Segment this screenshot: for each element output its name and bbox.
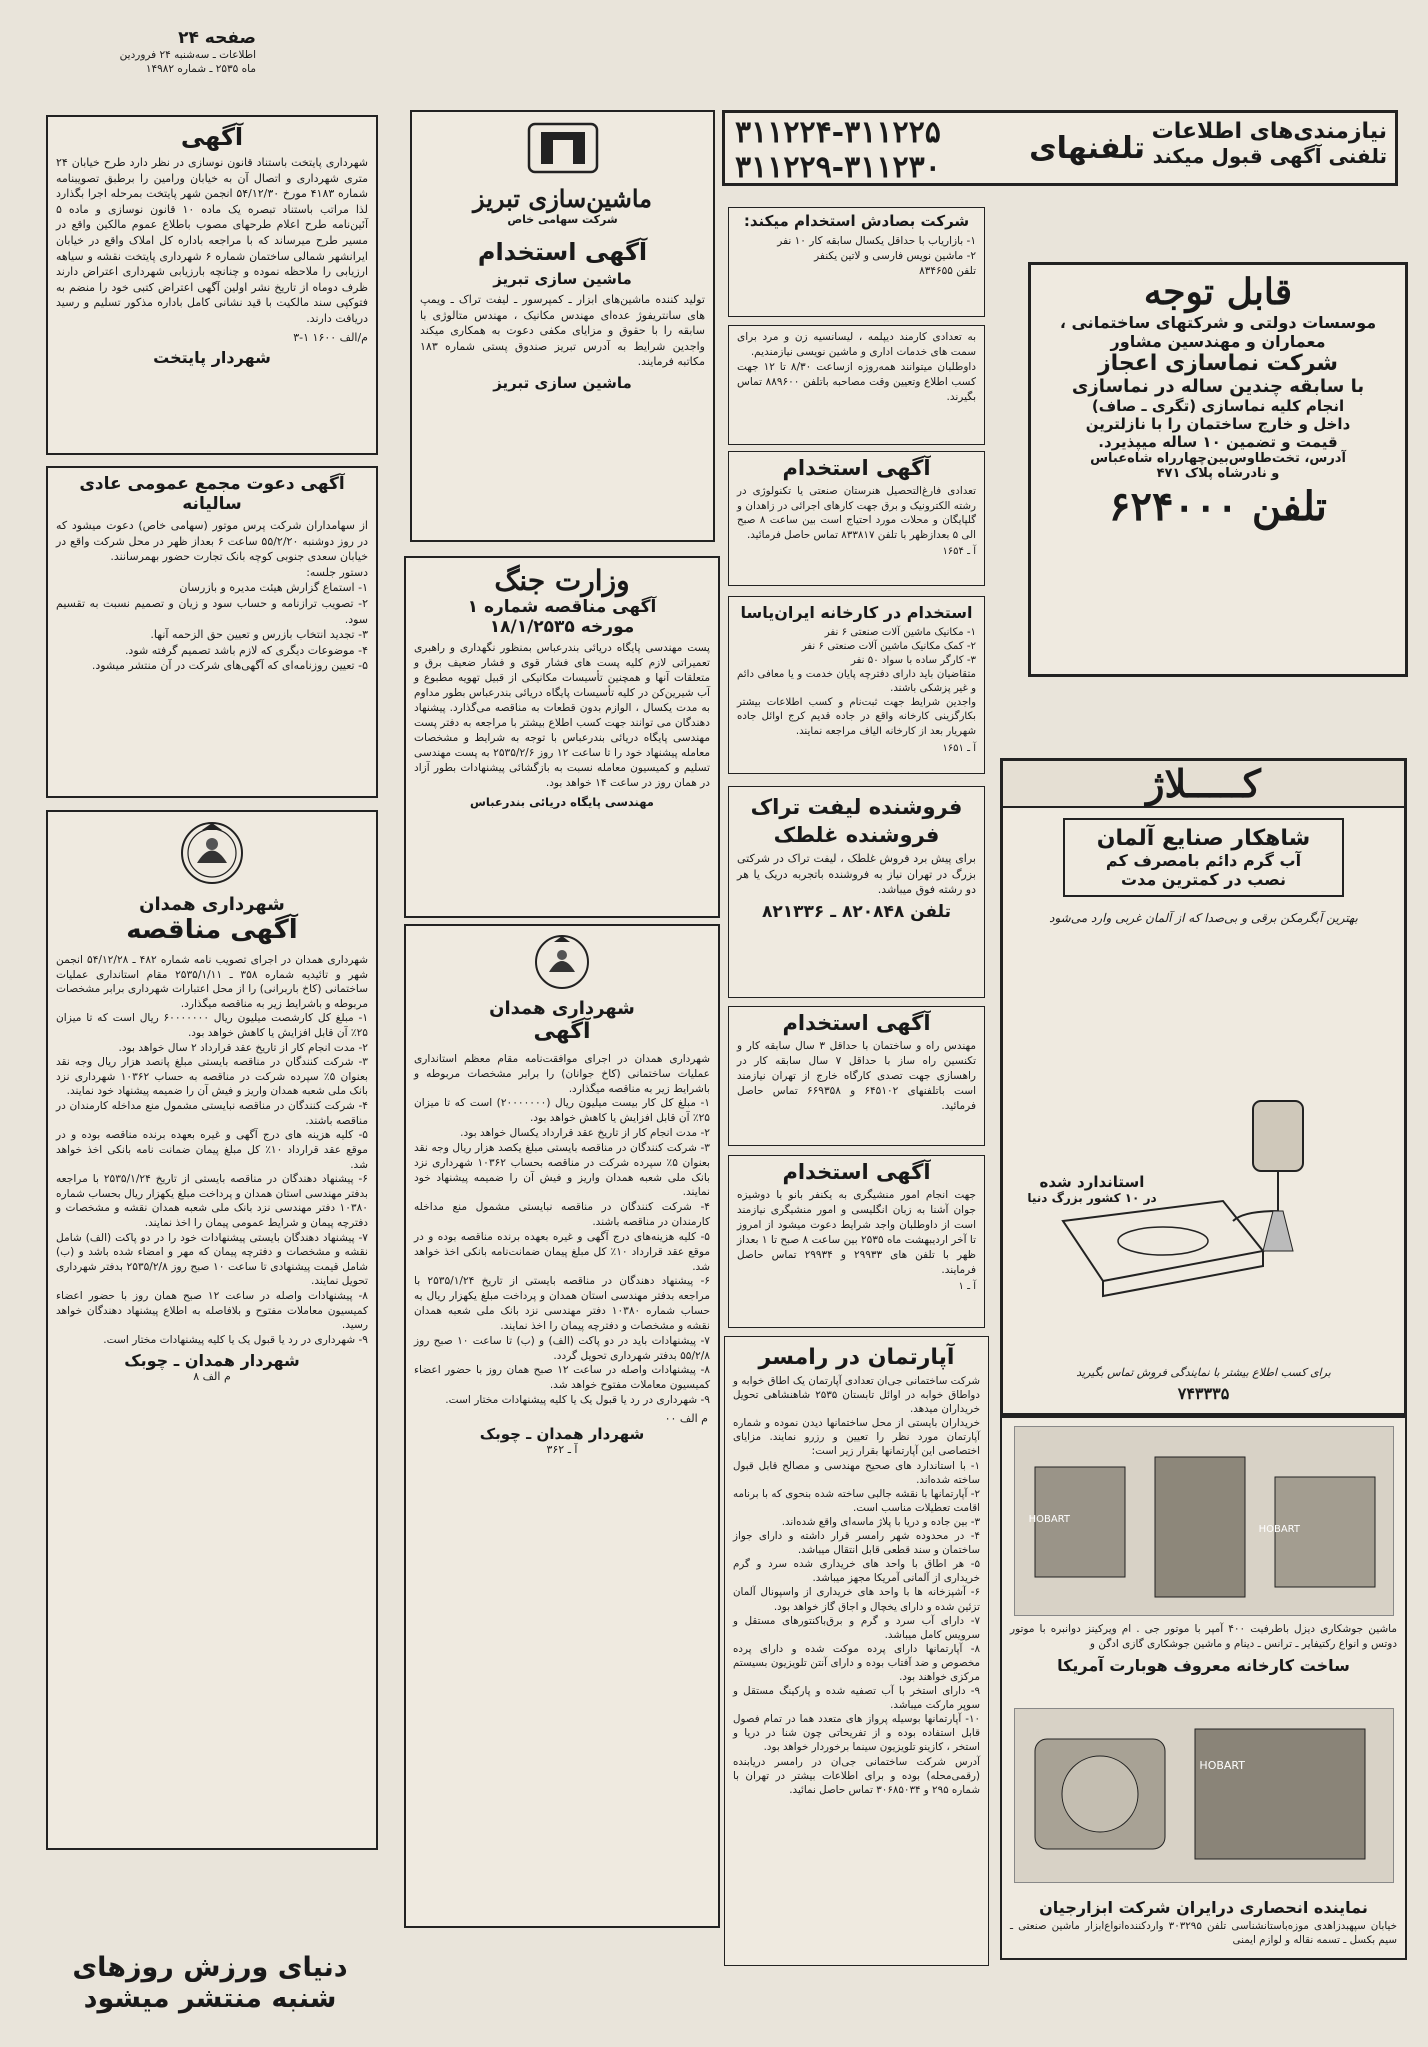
hobart-label-1: HOBART — [1028, 1514, 1070, 1525]
ad-ref: م/الف ۱۶۰۰ ۱-۳ — [293, 330, 368, 344]
ad-line1: آب گرم دائم بامصرف کم — [1105, 851, 1302, 870]
ad-body: ۱- مکانیک ماشین آلات صنعتی ۶ نفر ۲- کمک مکانیک ماشین آلات صنعتی ۶ نفر ۳- کارگر ساده با سواد ۵۰ نفر متقاضیان باید دارای دفترچه پایان خدمت و یا معافی دائم و غیر پزشکی باشند. واجدین شرایط جهت ثبت‌نام و کسب اطلاعات بیشتر بکارگزینی کارخانه واقع در جاده قدیم کرج اوائل جاده شهریار بعد از کارخانه الیاف مراجعه نمایند. — [737, 627, 976, 737]
logo-text: ماشین‌سازی تبریز — [472, 184, 653, 213]
ad-subtitle: آگهی مناقصه شماره ۱ — [467, 597, 657, 617]
banner-phones-1: ۳۱۱۲۲۴-۳۱۱۲۲۵ — [735, 115, 941, 150]
ad-body: شرکت ساختمانی جی‌ان تعدادی آپارتمان یک اطاق خوابه و دواطاق خوابه در اوائل تابستان ۲۵۳۵ شاهنشاهی تحویل خریداران میدهد. خریداران بایستی از محل ساختمانها دیدن نموده و شماره آپارتمان مورد نظر را تعیین و رزرو نمایند. مزایای اختصاصی این آپارتمانها بقرار زیر است: ۱- با استاندارد های صحیح مهندسی و مصالح قابل قبول ساخته شده‌اند. ۲- آپارتمانها با نقشه جالبی ساخته شده بنحوی که با برنامه اقامت تعطیلات مناسب است. ۳- بین جاده و دریا با پلاژ ماسه‌ای واقع شده‌اند. ۴- در محدوده شهر رامسر قرار داشته و دارای جواز ساختمان و سند قطعی قابل انتقال میباشد. ۵- هر اطاق با واحد های خریداری شده سرد و گرم خریداری از آلمانی آمریکا مجهز میباشد. ۶- آشپزخانه ها با واحد های خریداری از واسپونال آلمان تزئین شده و دارای یخچال و اجاق گاز خواهد بود. ۷- دارای آب سرد و گرم و برق‌باکنتورهای مستقل و سرویس کامل میباشد. ۸- آپارتمانها دارای پرده موکت شده و دارای پرده مخصوص و ضد آفتاب بوده و دارای آنتن تلویزیون بسیستم مرکزی خواهند بود. ۹- دارای استخر با آب تصفیه شده و پارکینگ مستقل و سوپر مارکت میباشد. ۱۰- آپارتمانها بوسیله پرواز های متعدد هما در تمام فصول قابل استفاده بوده و از تفریحاتی چون شنا در دریا و استخر ، کازینو تلویزیون سینما برخوردار خواهد بود. آدرس شرکت ساختمانی جی‌ان در رامسر دریابنده (رقمی‌محله) بوده و برای اطلاعات بیشتر در تهران با شماره ۲۹۵ و ۳۰۶۸۵۰۳۴ تماس حاصل نمائید. — [733, 1375, 980, 1796]
ad-ejaz-facade — [1028, 262, 1408, 677]
ad-body: شهرداری پایتخت باستناد قانون نوسازی در نظر دارد طرح خیابان ۲۴ متری شهرداری و اتصال آن به خیابان ورامین را برطبق تصویبنامه شماره ۴۱۸۳ مورخ ۵۴/۱۲/۳۰ انجمن شهر پایتخت بمرحله اجرا بگذارد لذا مراتب باستناد تبصره یک ماده ۱۰ قانون نوسازی و ماده ۵ آئین‌نامه طرح اعلام طرحهای مصوب باطلاع عموم مالکین واقع در مسیر طرح میرساند که با مراجعه باداره کل املاک واقع در خیابان ایرانشهر شمالی ساختمان شماره ۶ شهرداری پایتخت نقشه و سیاهه ارزیابی را ملاحظه نموده و چنانچه بارزیابی شهرداری اعتراض دارند ظرف دوماه از تاریخ نشر اولین آگهی اعتراض کتبی خود را منضم به فتوکپی سند مالکیت با قید نشانی کامل باداره مذکور تسلیم و رسید دریافت دارند. — [56, 156, 369, 326]
ad-body: شهرداری همدان در اجرای موافقت‌نامه مقام معظم استانداری عملیات ساختمانی (کاخ جوانان) را برابر مشخصات مربوطه و باشرایط زیر به مناقصه میگذارد. ۱- مبلغ کل کار بیست میلیون ریال (۲۰۰۰۰۰۰۰) است که تا میزان ۲۵٪ آن قابل افزایش یا کاهش خواهد بود. ۲- مدت انجام کار از تاریخ عقد قرارداد یکسال خواهد بود. ۳- شرکت کنندگان در مناقصه بایستی مبلغ یکصد هزار ریال وجه نقد بعنوان ۵٪ سپرده شرکت در مناقصه بحساب ۱۰۳۶۲ شهرداری نزد بانک ملی شعبه همدان واریز و فیش آن را ضمیمه پیشنهاد خود نمایند. ۴- شرکت کنندگان در مناقصه نبایستی مشمول منع مداخله کارمندان در مناقصه باشند. ۵- کلیه هزینه‌های درج آگهی و غیره بعهده برنده مناقصه بوده و در موقع عقد قرارداد ۱۰٪ کل مبلغ پیمان ضمانت‌نامه بانکی اخذ خواهد شد. ۶- پیشنهاد دهندگان در مناقصه بایستی از تاریخ ۲۵۳۵/۱/۲۴ با مراجعه بدفتر مهندسی استان همدان و پرداخت مبلغ یکهزار ریال به حساب شماره ۱۰۳۸۰ دفتر مهندسی نزد بانک ملی شعبه همدان نقشه و مشخصات و دفترچه پیمان را اخذ نمایند. ۷- پیشنهادات باید در دو پاکت (الف) و (ب) تا ساعت ۱۰ صبح روز ۵۵/۲/۸ بدفتر شهرداری تحویل گردد. ۸- پیشنهادات واصله در ساعت ۱۲ صبح همان روز با حضور اعضاء کمیسیون معاملات مفتوح خواهد شد. ۹- شهرداری در رد یا قبول یک یا کلیه پیشنهادات مختار است. — [414, 1053, 710, 1407]
ad-promo: بهترین آبگرمکن برقی و بی‌صدا که از آلمان غربی وارد می‌شود — [1049, 911, 1358, 925]
banner-line1: نیازمندی‌های اطلاعات — [1151, 119, 1387, 144]
ad-title: شهرداری همدان — [139, 894, 285, 915]
ad-iran-yasa — [728, 596, 985, 774]
lion-sun-emblem-icon — [532, 932, 592, 992]
page-number: صفحه ۲۴ — [178, 28, 256, 48]
tabriz-logo-icon — [523, 118, 603, 178]
ad-phone: ۷۴۳۳۳۵ — [1177, 1384, 1230, 1403]
ad-body: ۱- بازاریاب با حداقل یکسال سابقه کار ۱۰ نفر ۲- ماشین نویس فارسی و لاتین یکنفر تلفن ۸۳۴۶۵۵ — [777, 235, 976, 277]
sports-notice — [40, 1952, 380, 2014]
ad-signature: مهندسی پایگاه دریائی بندرعباس — [470, 795, 654, 810]
page-header — [56, 28, 256, 76]
ad-title: آگهی استخدام — [477, 238, 648, 266]
ad-ref: آ ـ ۱۶۵۱ — [942, 742, 976, 754]
ad-address: خیابان سپهبدزاهدی موزه‌باستانشناسی تلفن ۳۰۳۲۹۵ واردکننده‌انواع‌ابزار ماشین صنعتی ـ سیم بکسل ـ تسمه نقاله و لوازم ایمنی — [1010, 1919, 1397, 1947]
ad-address-2: و نادرشاه پلاک ۴۷۱ — [1156, 466, 1280, 481]
ad-war-ministry — [404, 556, 720, 918]
ad-line7: قیمت و تضمین ۱۰ ساله میپذیرد. — [1098, 433, 1338, 451]
ad-title: آگهی — [180, 123, 244, 151]
ad-signature: شهردار همدان ـ چوبک — [124, 1351, 300, 1371]
ad-body: به تعدادی کارمند دیپلمه ، لیسانسیه زن و مرد برای سمت های خدمات اداری و ماشین نویسی نیازمندیم. داوطلبان میتوانند همه‌روزه ازساعت ۸/۳۰ تا ۱۲ جهت کسب اطلاع وتعیین وقت مصاحبه باتلفن ۸۸۹۶۰۰ تماس بگیرند. — [737, 331, 977, 403]
ad-footer: برای کسب اطلاع بیشتر با نمایندگی فروش تماس بگیرید — [1076, 1366, 1331, 1379]
ad-title: ساخت کارخانه معروف هوبارت آمریکا — [1057, 1655, 1350, 1675]
ad-tabriz-machinery — [410, 110, 715, 542]
ad-title: شهرداری همدان — [489, 998, 635, 1019]
ad-title: وزارت جنگ — [494, 564, 630, 597]
ad-body: تولید کننده ماشین‌های ابزار ـ کمپرسور ـ لیفت تراک ـ ویمپ های سانتریفوژ عده‌ای مهندس مکانیک ، مهندس متالوژی با سابقه را با حقوق و مزایای مکفی دعوت به همکاری میکند واجدین شرایط به آدرس تبریز صندوق پستی شماره ۱۸۳ مکاتبه فرمایند. — [420, 293, 705, 369]
welding-machines-icon — [1015, 1427, 1393, 1615]
ad-ref: م الف ۰۰ — [664, 1411, 708, 1425]
ad-line1: موسسات دولتی و شرکتهای ساختمانی ، — [1059, 313, 1377, 332]
welder-photo-bottom — [1014, 1708, 1394, 1883]
ad-employment-1 — [728, 451, 985, 586]
brand-name: کـــــلاژ — [1146, 761, 1261, 806]
ad-employment-secretary — [728, 1155, 985, 1328]
ad-headline: شاهکار صنایع آلمان — [1096, 826, 1311, 851]
ad-hamedan-tender — [46, 810, 378, 1850]
standard-badge: استاندارد شده — [1039, 1173, 1145, 1191]
ad-ref: آ ـ ۱ — [958, 1281, 976, 1293]
ad-address: آدرس، تخت‌طاوس‌بین‌چهارراه شاه‌عباس — [1090, 451, 1346, 466]
ad-employment-engineer — [728, 1006, 985, 1146]
ad-title: شرکت بصادش استخدام میکند: — [743, 212, 970, 230]
ad-water-heater — [1000, 758, 1407, 1416]
ad-ref: آ ـ ۱۶۵۴ — [942, 546, 976, 558]
ad-subtitle: ماشین سازی تبریز — [493, 270, 632, 288]
welder-generator-icon — [1015, 1709, 1393, 1882]
ad-body: شهرداری همدان در اجرای تصویب نامه شماره ۴۸۲ ـ ۵۴/۱۲/۲۸ انجمن شهر و تائیدیه شماره ۳۵۸ ـ ۲۵۳۵/۱/۱۱ مقام استانداری عملیات ساختمانی (کاخ باربرانی) را از محل اعتبارات شهرداری برابر مشخصات مربوطه و باشرایط زیر به مناقصه میگذارد. ۱- مبلغ کل کارشصت میلیون ریال ۶۰۰۰۰۰۰۰ ریال است که تا میزان ۲۵٪ آن قابل افزایش یا کاهش خواهد بود. ۲- مدت انجام کار از تاریخ عقد قرارداد ۲ سال خواهد بود. ۳- شرکت کنندگان در مناقصه بایستی مبلغ پانصد هزار ریال وجه نقد بعنوان ۵٪ سپرده شرکت در مناقصه به حساب ۱۰۳۶۲ شهرداری نزد بانک ملی شعبه همدان واریز و فیش آن را ضمیمه پیشنهاد خود نمایند. ۴- شرکت کنندگان در مناقصه نبایستی مشمول منع مداخله کارمندان در مناقصه باشند. ۵- کلیه هزینه های درج آگهی و غیره بعهده برنده مناقصه بوده و در موقع عقد قرارداد ۱۰٪ کل مبلغ پیمان ضمانت نامه بانکی اخذ خواهد شد. ۶- پیشنهاد دهندگان در مناقصه بایستی از تاریخ ۲۵۳۵/۱/۲۴ با مراجعه بدفتر مهندسی استان همدان و پرداخت مبلغ یکهزار ریال بحساب شماره ۱۰۳۸۰ دفتر مهندسی نزد بانک ملی شعبه همدان نقشه و مشخصات و دفترچه پیمان و شرایط عمومی پیمان را اخذ نمایند. ۷- پیشنهاد دهندگان بایستی پیشنهادات خود را در دو پاکت (الف) شامل نقشه و مشخصات و دفترچه پیمان که مهر و امضاء شده باشد و (ب) شامل قیمت پیشنهادی تا ساعت ۱۰ صبح روز ۲۵۳۵/۲/۸ بدفتر شهرداری تحویل نمایند. ۸- پیشنهادات واصله در ساعت ۱۲ صبح همان روز با حضور اعضاء کمیسیون معاملات مفتوح و بلافاصله به اطلاع پیشنهاد دهندگان خواهد رسید. ۹- شهرداری در رد یا قبول یک یا کلیه پیشنهادات مختار است. — [56, 954, 369, 1346]
ad-besadesh — [728, 207, 985, 317]
sports-notice-line2: شنبه منتشر میشود — [83, 1983, 337, 2014]
ad-signature: ماشین سازی تبریز — [493, 374, 632, 393]
ad-title: آگهی استخدام — [782, 1160, 931, 1184]
ad-number: آ ـ ۳۶۲ — [546, 1442, 578, 1456]
ad-representative: نماینده انحصاری درایران شرکت ابزارجیان — [1039, 1897, 1368, 1917]
ad-phones: تلفن ۸۲۰۸۴۸ ـ ۸۲۱۳۳۶ — [762, 901, 951, 922]
ad-line5: انجام کلیه نماسازی (تگری ـ صاف) — [1091, 397, 1345, 415]
ad-line6: داخل و خارج ساختمان را با نازلترین — [1085, 415, 1351, 433]
ad-line4: با سابقه چندین ساله در نماسازی — [1071, 376, 1365, 397]
banner-phones-label: تلفنهای — [1029, 131, 1145, 166]
ad-capital-municipality — [46, 115, 378, 455]
classifieds-banner — [722, 110, 1398, 186]
ad-title: آپارتمان در رامسر — [758, 1345, 955, 1370]
ad-body: پست مهندسی پایگاه دریائی بندرعباس بمنظور نگهداری و راهبری تعمیراتی لازم کلیه پست های فشار قوی و فشار ضعیف برق و متعلقات آنها و همچنین تأسیسات مکانیکی از قبیل تهویه مطبوع و آب شیرین‌کن در کلیه تأسیسات پایگاه دریائی بندرعباس بطور مداوم به مدت یکسال ، الوازم بدون قطعات به مناقصه می‌گذارد. پیشنهاد دهندگان می توانند جهت کسب اطلاع بیشتر با مراجعه به دفتر پست مهندسی پایگاه دریائی بندرعباس با توجه به شرایط و مشخصات معامله پیشنهاد خود را تا ساعت ۱۲ روز ۲۵۳۵/۲/۶ به پست مهندسی تسلیم و کمیسیون معامله نسبت به بازگشائی پیشنهادات بطور آزاد در همان روز در ساعت ۱۴ خواهد بود. — [414, 642, 710, 790]
ad-title: استخدام در کارخانه ایران‌یاسا — [740, 603, 973, 622]
ad-body: مهندس راه و ساختمان با حداقل ۳ سال سابقه کار و تکنسین راه ساز با حداقل ۷ سال سابقه کار در راهسازی جهت تصدی کارگاه خارج از تهران نیازمند است باتلفنهای ۶۴۵۱۰۲ و ۶۶۹۳۵۸ تماس حاصل فرمائید. — [737, 1040, 976, 1112]
ad-body: برای پیش برد فروش غلطک ، لیفت تراک در شرکتی بزرگ در تهران نیاز به فروشنده باتجربه دریک یا هر دو رشته فوق میباشد. — [737, 852, 976, 897]
ad-subtitle: آگهی — [533, 1019, 591, 1044]
banner-text — [1152, 119, 1387, 168]
lion-sun-emblem-icon — [177, 818, 247, 888]
ad-title: قابل توجه — [1143, 271, 1293, 313]
hobart-label-3: HOBART — [1199, 1759, 1245, 1772]
ad-title-2: فروشنده غلطک — [773, 823, 940, 847]
ad-general-meeting — [46, 466, 378, 798]
ad-body: ماشین جوشکاری دیزل باطرفیت ۴۰۰ آمپر با موتور جی . ام ویرکینز دوانبره با موتور دوتس و انواع رکتیفایر ـ ترانس ـ دینام و ماشین جوشکاری گازی ادگن و — [1010, 1623, 1397, 1650]
ad-title: آگهی استخدام — [782, 456, 931, 480]
ad-ramsar-apartments — [724, 1336, 989, 1966]
sports-notice-line1: دنیای ورزش روزهای — [72, 1952, 348, 1983]
ad-signature: شهردار پایتخت — [153, 347, 271, 367]
ad-hamedan-notice — [404, 924, 720, 1928]
ad-line2: نصب در کمترین مدت — [1121, 870, 1286, 889]
ad-company: شرکت نماسازی اعجاز — [1097, 351, 1339, 376]
ad-title: آگهی دعوت مجمع عمومی عادی سالیانه — [79, 474, 345, 514]
logo-subtext: شرکت سهامی خاص — [507, 213, 618, 226]
banner-line2: تلفنی آگهی قبول میکند — [1152, 144, 1387, 168]
ad-body: تعدادی فارغ‌التحصیل هنرستان صنعتی یا تکنولوژی در رشته الکترونیک و برق جهت کارهای اجرائی در زاهدان و گلپایگان و محلات مورد احتیاج است بین ساعت ۸ صبح الی ۵ بعدازظهر با تلفن ۸۳۳۸۱۷ تماس حاصل فرمائید. — [737, 485, 976, 541]
ad-line2: معماران و مهندسین مشاور — [1110, 332, 1326, 351]
ad-ref: م الف ۸ — [193, 1370, 231, 1384]
ad-body: از سهامداران شرکت پرس موتور (سهامی خاص) دعوت میشود که در روز دوشنبه ۵۵/۲/۲۰ ساعت ۶ بعداز ظهر در محل شرکت واقع در خیابان سعدی جنوبی کوچه بانک تجارت حضور بهمرسانند. دستور جلسه: ۱- استماع گزارش هیئت مدیره و بازرسان ۲- تصویب ترازنامه و حساب سود و زیان و تصمیم نسبت به تقسیم سود. ۳- تجدید انتخاب بازرس و تعیین حق الزحمه آنها. ۴- موضوعات دیگری که لازم باشد تصمیم گرفته شود. ۵- تعیین روزنامه‌ای که آگهی‌های شرکت در آن منتشر میشود. — [56, 519, 368, 673]
ad-body: جهت انجام امور منشیگری به یکنفر بانو با دوشیزه جوان آشنا به زبان انگلیسی و امور منشیگری نیازمند است از داوطلبان واجد شرایط دعوت میشود از امروز تا آخر اردیبهشت ماه ۲۵۳۵ بین ساعت ۸ صبح تا ۱ بعداز ظهر با تلفن های ۲۹۹۳۳ و ۲۹۹۳۴ تماس حاصل فرمایند. — [737, 1189, 976, 1276]
ad-date: مورخه ۱۸/۱/۲۵۳۵ — [489, 617, 635, 637]
ad-title: آگهی استخدام — [782, 1011, 931, 1035]
hobart-label-2: HOBART — [1258, 1524, 1300, 1535]
issue-date: اطلاعات ـ سه‌شنبه ۲۴ فروردین — [119, 49, 256, 61]
issue-number: ماه ۲۵۳۵ ـ شماره ۱۴۹۸۲ — [145, 63, 256, 76]
welder-photo-top — [1014, 1426, 1394, 1616]
ad-phone: تلفن ۶۲۴۰۰۰ — [1109, 483, 1327, 530]
banner-phones-2: ۳۱۱۲۲۹-۳۱۱۲۳۰ — [735, 150, 941, 185]
ad-signature: شهردار همدان ـ چوبک — [479, 1424, 645, 1443]
ad-title-1: فروشنده لیفت تراک — [750, 795, 963, 819]
standard-badge-2: در ۱۰ کشور بزرگ دنیا — [1027, 1191, 1157, 1205]
ad-forklift-seller — [728, 786, 985, 998]
ad-hobart-welders — [1000, 1416, 1407, 1960]
ad-clerks — [728, 325, 985, 445]
ad-subtitle: آگهی مناقصه — [126, 915, 298, 945]
